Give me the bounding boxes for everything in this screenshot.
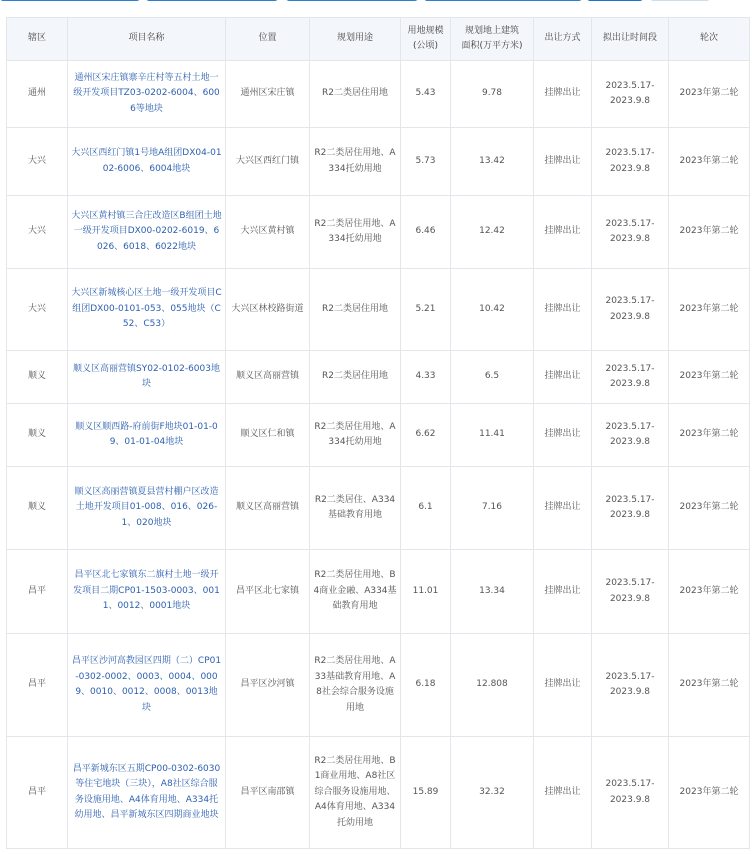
cell-period: 2023.5.17- 2023.9.8 bbox=[592, 351, 669, 404]
cell-floor-area: 9.78 bbox=[451, 61, 534, 128]
cell-district: 顺义 bbox=[7, 467, 68, 550]
cell-round: 2023年第二轮 bbox=[669, 634, 750, 737]
header-floor-area[interactable]: 规划地上建筑 面积(万平方米) bbox=[451, 18, 534, 61]
table-row bbox=[7, 351, 750, 404]
cell-location: 通州区宋庄镇 bbox=[226, 61, 310, 128]
project-name-link[interactable]: 顺义区高丽营镇SY02-0102-6003地块 bbox=[68, 351, 226, 404]
cell-area: 5.73 bbox=[401, 128, 451, 196]
cell-district: 昌平 bbox=[7, 550, 68, 634]
cell-period: 2023.5.17- 2023.9.8 bbox=[592, 550, 669, 634]
cell-period: 2023.5.17- 2023.9.8 bbox=[592, 128, 669, 196]
cell-location: 顺义区高丽营镇 bbox=[226, 351, 310, 404]
cell-area: 5.43 bbox=[401, 61, 451, 128]
cell-method: 挂牌出让 bbox=[534, 269, 592, 351]
cell-district: 顺义 bbox=[7, 404, 68, 467]
cell-use: R2二类居住用地、B4商业金融、A334基础教育用地 bbox=[310, 550, 401, 634]
cell-method: 挂牌出让 bbox=[534, 61, 592, 128]
cell-location: 大兴区黄村镇 bbox=[226, 196, 310, 269]
cell-location: 大兴区西红门镇 bbox=[226, 128, 310, 196]
cell-period: 2023.5.17- 2023.9.8 bbox=[592, 269, 669, 351]
filter-select-2[interactable] bbox=[146, 0, 278, 1]
table-row bbox=[7, 269, 750, 351]
cell-use: R2二类居住用地、A334托幼用地 bbox=[310, 196, 401, 269]
cell-district: 顺义 bbox=[7, 351, 68, 404]
reset-button[interactable] bbox=[650, 0, 710, 1]
cell-use: R2二类居住用地、B1商业用地、A8社区综合服务设施用地、A4体育用地、A334托幼用地 bbox=[310, 737, 401, 849]
cell-round: 2023年第二轮 bbox=[669, 550, 750, 634]
cell-method: 挂牌出让 bbox=[534, 351, 592, 404]
cell-floor-area: 13.34 bbox=[451, 550, 534, 634]
cell-use: R2二类居住用地 bbox=[310, 61, 401, 128]
cell-method: 挂牌出让 bbox=[534, 404, 592, 467]
header-location[interactable]: 位置 bbox=[226, 18, 310, 61]
cell-district: 昌平 bbox=[7, 737, 68, 849]
cell-period: 2023.5.17- 2023.9.8 bbox=[592, 61, 669, 128]
cell-floor-area: 11.41 bbox=[451, 404, 534, 467]
cell-use: R2二类居住、A334基础教育用地 bbox=[310, 467, 401, 550]
header-transfer-method[interactable]: 出让方式 bbox=[534, 18, 592, 61]
cell-area: 6.1 bbox=[401, 467, 451, 550]
header-district[interactable]: 辖区 bbox=[7, 18, 68, 61]
table-row bbox=[7, 404, 750, 467]
cell-round: 2023年第二轮 bbox=[669, 351, 750, 404]
cell-period: 2023.5.17- 2023.9.8 bbox=[592, 737, 669, 849]
cell-use: R2二类居住用地 bbox=[310, 269, 401, 351]
cell-round: 2023年第二轮 bbox=[669, 128, 750, 196]
cell-method: 挂牌出让 bbox=[534, 467, 592, 550]
table-row bbox=[7, 61, 750, 128]
cell-floor-area: 13.42 bbox=[451, 128, 534, 196]
cell-location: 顺义区高丽营镇 bbox=[226, 467, 310, 550]
filter-select-3[interactable] bbox=[286, 0, 418, 1]
search-button[interactable] bbox=[587, 0, 643, 1]
project-name-link[interactable]: 顺义区顺西路-府前街F地块01-01-09、01-01-04地块 bbox=[68, 404, 226, 467]
cell-round: 2023年第二轮 bbox=[669, 269, 750, 351]
table-row bbox=[7, 196, 750, 269]
cell-location: 昌平区沙河镇 bbox=[226, 634, 310, 737]
cell-area: 6.46 bbox=[401, 196, 451, 269]
cell-district: 大兴 bbox=[7, 269, 68, 351]
header-round[interactable]: 轮次 bbox=[669, 18, 750, 61]
table-row bbox=[7, 737, 750, 849]
cell-area: 6.62 bbox=[401, 404, 451, 467]
header-transfer-period[interactable]: 拟出让时间段 bbox=[592, 18, 669, 61]
cell-round: 2023年第二轮 bbox=[669, 467, 750, 550]
cell-method: 挂牌出让 bbox=[534, 196, 592, 269]
filter-select-4[interactable] bbox=[424, 0, 582, 1]
cell-location: 昌平区北七家镇 bbox=[226, 550, 310, 634]
cell-floor-area: 6.5 bbox=[451, 351, 534, 404]
land-transfer-table bbox=[6, 17, 750, 849]
cell-area: 15.89 bbox=[401, 737, 451, 849]
project-name-link[interactable]: 昌平区沙河高教园区四期（二）CP01-0302-0002、0003、0004、0009、0010、0012、0008、0013地块 bbox=[68, 634, 226, 737]
header-planned-use[interactable]: 规划用途 bbox=[310, 18, 401, 61]
cell-use: R2二类居住用地、A334托幼用地 bbox=[310, 128, 401, 196]
header-land-area[interactable]: 用地规模 (公顷) bbox=[401, 18, 451, 61]
cell-use: R2二类居住用地 bbox=[310, 351, 401, 404]
table-row bbox=[7, 128, 750, 196]
project-name-link[interactable]: 昌平新城东区五期CP00-0302-6030等住宅地块（三块），A8社区综合服务设施用地、A4体育用地、A334托幼用地、昌平新城东区四期商业地块 bbox=[68, 737, 226, 849]
cell-area: 11.01 bbox=[401, 550, 451, 634]
header-project-name[interactable]: 项目名称 bbox=[68, 18, 226, 61]
cell-floor-area: 12.808 bbox=[451, 634, 534, 737]
project-name-link[interactable]: 大兴区西红门镇1号地A组团DX04-0102-6006、6004地块 bbox=[68, 128, 226, 196]
table-header bbox=[7, 18, 750, 61]
cell-period: 2023.5.17- 2023.9.8 bbox=[592, 196, 669, 269]
table-row bbox=[7, 550, 750, 634]
cell-floor-area: 12.42 bbox=[451, 196, 534, 269]
filter-select-1[interactable] bbox=[0, 0, 140, 1]
cell-use: R2二类居住用地、A334托幼用地 bbox=[310, 404, 401, 467]
cell-district: 大兴 bbox=[7, 128, 68, 196]
cell-period: 2023.5.17- 2023.9.8 bbox=[592, 404, 669, 467]
project-name-link[interactable]: 顺义区高丽营镇夏县营村棚户区改造土地开发项目01-008、016、026-1、020地块 bbox=[68, 467, 226, 550]
cell-floor-area: 32.32 bbox=[451, 737, 534, 849]
cell-location: 顺义区仁和镇 bbox=[226, 404, 310, 467]
cell-floor-area: 7.16 bbox=[451, 467, 534, 550]
cell-period: 2023.5.17- 2023.9.8 bbox=[592, 634, 669, 737]
table-body bbox=[7, 61, 750, 849]
cell-round: 2023年第二轮 bbox=[669, 61, 750, 128]
cell-area: 5.21 bbox=[401, 269, 451, 351]
cell-district: 大兴 bbox=[7, 196, 68, 269]
cell-district: 昌平 bbox=[7, 634, 68, 737]
cell-method: 挂牌出让 bbox=[534, 737, 592, 849]
cell-floor-area: 10.42 bbox=[451, 269, 534, 351]
cell-round: 2023年第二轮 bbox=[669, 196, 750, 269]
cell-period: 2023.5.17- 2023.9.8 bbox=[592, 467, 669, 550]
cell-use: R2二类居住用地、A33基础教育用地、A8社会综合服务设施用地 bbox=[310, 634, 401, 737]
cell-method: 挂牌出让 bbox=[534, 128, 592, 196]
project-name-link[interactable]: 昌平区北七家镇东二旗村土地一级开发项目二期CP01-1503-0003、0011、0012、0001地块 bbox=[68, 550, 226, 634]
cell-area: 6.18 bbox=[401, 634, 451, 737]
table-row bbox=[7, 634, 750, 737]
table-row bbox=[7, 467, 750, 550]
project-name-link[interactable]: 大兴区黄村镇三合庄改造区B组团土地一级开发项目DX00-0202-6019、6026、6018、6022地块 bbox=[68, 196, 226, 269]
cell-round: 2023年第二轮 bbox=[669, 404, 750, 467]
cell-district: 通州 bbox=[7, 61, 68, 128]
filter-bar bbox=[0, 0, 752, 4]
cell-method: 挂牌出让 bbox=[534, 550, 592, 634]
project-name-link[interactable]: 通州区宋庄镇寨辛庄村等五村土地一级开发项目TZ03-0202-6004、6006等地块 bbox=[68, 61, 226, 128]
cell-round: 2023年第二轮 bbox=[669, 737, 750, 849]
cell-area: 4.33 bbox=[401, 351, 451, 404]
project-name-link[interactable]: 大兴区新城核心区土地一级开发项目C组团DX00-0101-053、055地块（C52、C53） bbox=[68, 269, 226, 351]
cell-location: 大兴区林校路街道 bbox=[226, 269, 310, 351]
cell-method: 挂牌出让 bbox=[534, 634, 592, 737]
cell-location: 昌平区南邵镇 bbox=[226, 737, 310, 849]
